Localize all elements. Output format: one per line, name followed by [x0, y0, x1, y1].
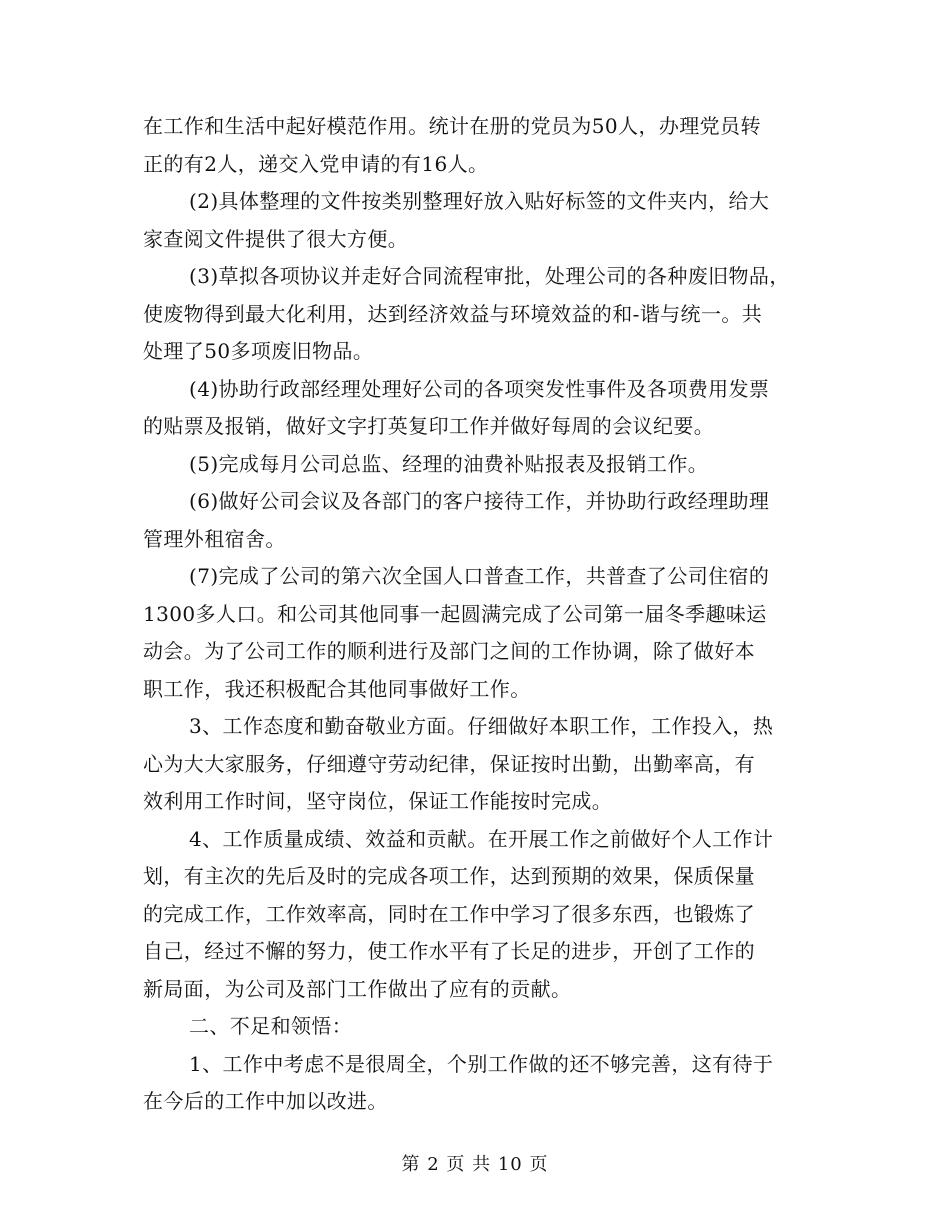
text-line: 3、工作态度和勤奋敬业方面。仔细做好本职工作，工作投入，热	[189, 714, 774, 738]
text-line: 效利用工作时间，坚守岗位，保证工作能按时完成。	[143, 789, 613, 813]
text-line: 职工作，我还积极配合其他同事做好工作。	[143, 676, 531, 701]
text-line: 使废物得到最大化利用，达到经济效益与环境效益的和-谐与统一。共	[143, 301, 763, 326]
text-line: 在工作和生活中起好模范作用。统计在册的党员为50人，办理党员转	[143, 114, 761, 138]
text-line: 正的有2人，递交入党申请的有16人。	[143, 151, 489, 176]
text-line: 家查阅文件提供了很大方便。	[143, 226, 409, 251]
text-line: 1300多人口。和公司其他同事一起圆满完成了公司第一届冬季趣味运	[143, 601, 767, 626]
text-line: 自己，经过不懈的努力，使工作水平有了长足的进步，开创了工作的	[143, 939, 755, 963]
text-line: 处理了50多项废旧物品。	[143, 339, 374, 363]
text-line: (5)完成每月公司总监、经理的油费补贴报表及报销工作。	[189, 451, 709, 476]
text-line: 管理外租宿舍。	[143, 526, 286, 551]
text-line: (6)做好公司会议及各部门的客户接待工作，并协助行政经理助理	[189, 489, 770, 513]
section-heading: 二、不足和领悟：	[189, 1014, 353, 1038]
text-line: 新局面，为公司及部门工作做出了应有的贡献。	[143, 976, 572, 1001]
text-line: 划，有主次的先后及时的完成各项工作，达到预期的效果，保质保量	[143, 864, 755, 888]
text-line: 在今后的工作中加以改进。	[143, 1089, 388, 1113]
text-line: 的贴票及报销，做好文字打英复印工作并做好每周的会议纪要。	[143, 414, 715, 438]
text-line: 4、工作质量成绩、效益和贡献。在开展工作之前做好个人工作计	[189, 826, 774, 851]
text-line: 动会。为了公司工作的顺利进行及部门之间的工作协调，除了做好本	[143, 639, 755, 663]
text-line: (4)协助行政部经理处理好公司的各项突发性事件及各项费用发票	[189, 376, 770, 401]
text-line: (2)具体整理的文件按类别整理好放入贴好标签的文件夹内，给大	[189, 189, 770, 213]
text-line: 的完成工作，工作效率高，同时在工作中学习了很多东西，也锻炼了	[143, 901, 755, 926]
text-line: (3)草拟各项协议并走好合同流程审批，处理公司的各种废旧物品，	[189, 264, 790, 288]
text-line: 1、工作中考虑不是很周全，个别工作做的还不够完善，这有待于	[189, 1051, 774, 1076]
page-number-footer: 第 2 页 共 10 页	[401, 1154, 549, 1175]
text-line: (7)完成了公司的第六次全国人口普查工作，共普查了公司住宿的	[189, 564, 770, 588]
text-line: 心为大大家服务，仔细遵守劳动纪律，保证按时出勤，出勤率高，有	[143, 751, 755, 776]
